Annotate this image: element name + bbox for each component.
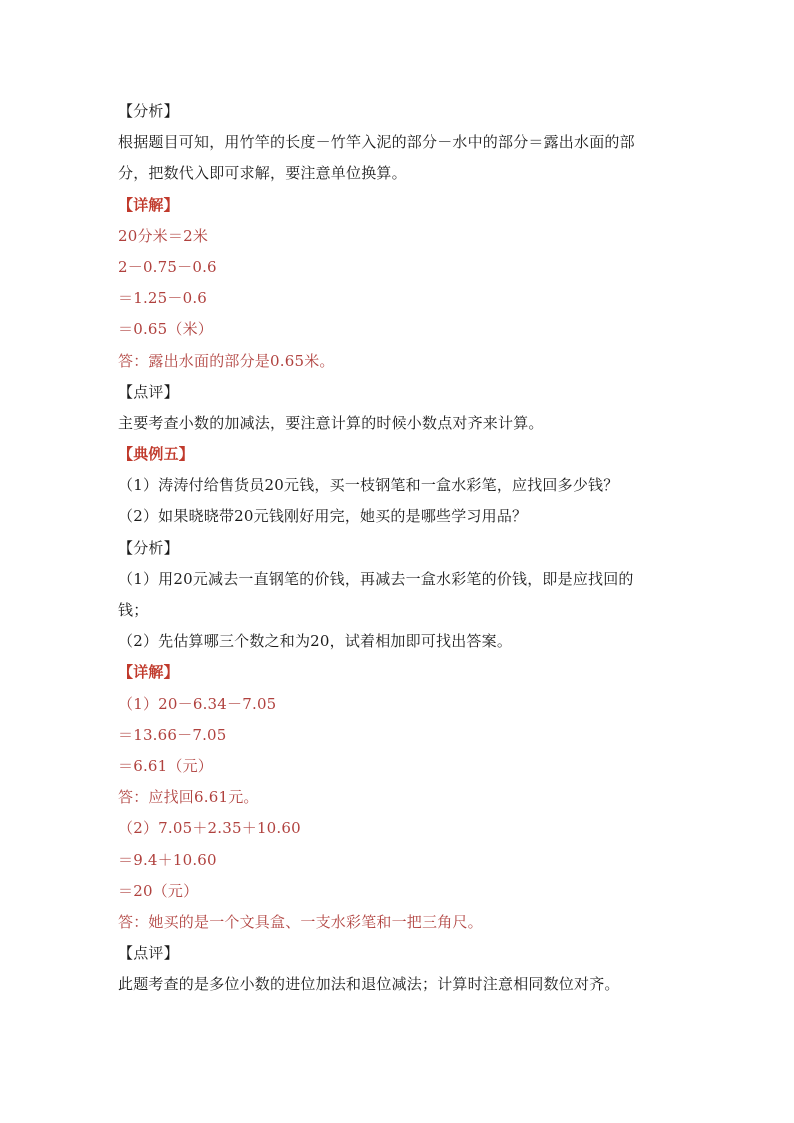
detail-line: 2－0.75－0.6 [118,257,217,276]
detail-line: ＝13.66－7.05 [118,725,227,744]
answer-line: 答：应找回6.61元。 [118,788,259,807]
comment-heading: 【点评】 [118,382,179,401]
analysis-heading: 【分析】 [118,102,179,120]
detail-heading: 【详解】 [118,663,179,682]
detail-line: 20分米＝2米 [118,226,209,245]
analysis-heading: 【分析】 [118,538,179,557]
example-heading: 【典例五】 [118,445,195,464]
comment-text: 主要考查小数的加减法，要注意计算的时候小数点对齐来计算。 [118,413,544,432]
analysis-text-line: 分，把数代入即可求解，要注意单位换算。 [118,164,407,183]
answer-line: 答：她买的是一个文具盒、一支水彩笔和一把三角尺。 [118,912,483,931]
detail-line: ＝0.65（米） [118,320,213,339]
question-line: （2）如果晓晓带20元钱刚好用完，她买的是哪些学习用品？ [118,507,528,526]
detail-line: ＝9.4＋10.60 [118,850,217,869]
document-page [118,96,678,1000]
answer-line: 答：露出水面的部分是0.65米。 [118,351,335,370]
analysis-text-line: （1）用20元减去一直钢笔的价钱，再减去一盒水彩笔的价钱，即是应找回的 [118,569,634,588]
analysis-text-line: 钱； [118,601,149,619]
analysis-text-line: 根据题目可知，用竹竿的长度－竹竿入泥的部分－水中的部分＝露出水面的部 [118,133,635,152]
detail-line: ＝6.61（元） [118,756,213,775]
analysis-text-line: （2）先估算哪三个数之和为20，试着相加即可找出答案。 [118,632,513,651]
detail-line: （1）20－6.34－7.05 [118,694,277,713]
comment-heading: 【点评】 [118,944,179,963]
question-line: （1）涛涛付给售货员20元钱，买一枝钢笔和一盒水彩笔，应找回多少钱？ [118,476,619,495]
comment-text: 此题考查的是多位小数的进位加法和退位减法；计算时注意相同数位对齐。 [118,975,620,994]
detail-line: ＝1.25－0.6 [118,289,208,308]
detail-line: （2）7.05＋2.35＋10.60 [118,819,301,838]
detail-line: ＝20（元） [118,881,199,900]
detail-heading: 【详解】 [118,195,179,214]
